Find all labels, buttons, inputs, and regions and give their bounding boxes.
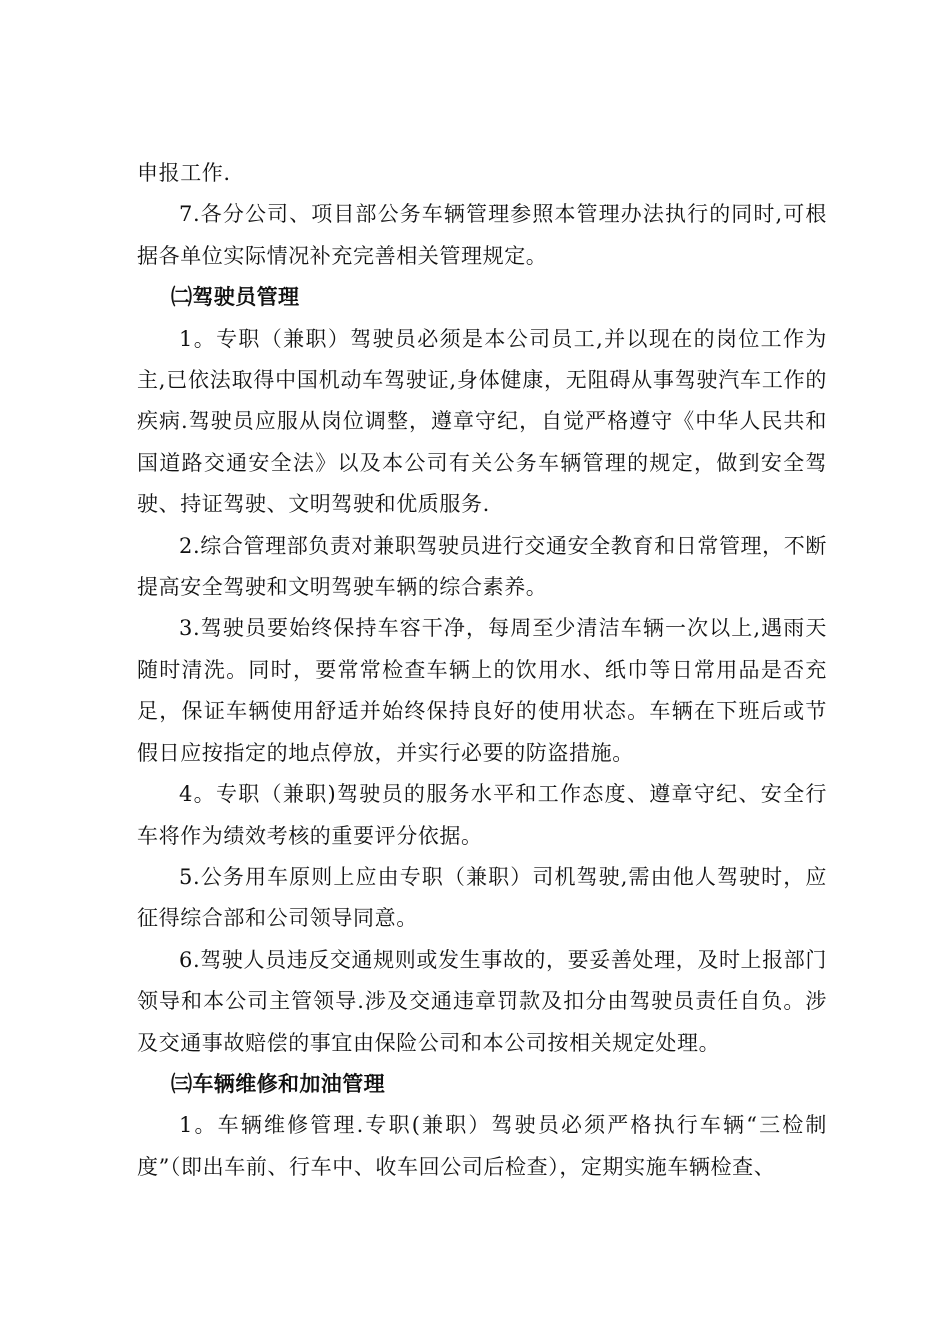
paragraph-driver-item-1: 1。专职（兼职）驾驶员必须是本公司员工,并以现在的岗位工作为主,已依法取得中国机动车驾驶证,身体健康，无阻碍从事驾驶汽车工作的疾病.驾驶员应服从岗位调整，遵章守纪，自觉严格遵守《中华人民共和国道路交通安全法》以及本公司有关公务车辆管理的规定，做到安全驾驶、持证驾驶、文明驾驶和优质服务.	[137, 326, 827, 517]
section-heading-maintenance-fuel: ㈢车辆维修和加油管理	[171, 1071, 385, 1096]
paragraph-continuation: 申报工作.	[137, 161, 231, 185]
paragraph-driver-item-6: 6.驾驶人员违反交通规则或发生事故的，要妥善处理，及时上报部门领导和本公司主管领导.涉及交通违章罚款及扣分由驾驶员责任自负。涉及交通事故赔偿的事宜由保险公司和本公司按相关规定处理。	[137, 947, 827, 1055]
paragraph-driver-item-4: 4。专职（兼职)驾驶员的服务水平和工作态度、遵章守纪、安全行车将作为绩效考核的重要评分依据。	[137, 782, 827, 848]
document-body	[137, 153, 827, 1188]
paragraph-driver-item-3: 3.驾驶员要始终保持车容干净，每周至少清洁车辆一次以上,遇雨天随时清洗。同时，要常常检查车辆上的饮用水、纸巾等日常用品是否充足，保证车辆使用舒适并始终保持良好的使用状态。车辆在下班后或节假日应按指定的地点停放，并实行必要的防盗措施。	[137, 616, 827, 765]
section-heading-driver-management: ㈡驾驶员管理	[171, 285, 300, 310]
paragraph-maintenance-item-1: 1。车辆维修管理.专职(兼职）驾驶员必须严格执行车辆“三检制度”（即出车前、行车中、收车回公司后检查），定期实施车辆检查、	[137, 1113, 827, 1179]
paragraph-item-7: 7.各分公司、项目部公务车辆管理参照本管理办法执行的同时,可根据各单位实际情况补充完善相关管理规定。	[137, 202, 827, 268]
paragraph-driver-item-2: 2.综合管理部负责对兼职驾驶员进行交通安全教育和日常管理，不断提高安全驾驶和文明驾驶车辆的综合素养。	[137, 533, 827, 600]
paragraph-driver-item-5: 5.公务用车原则上应由专职（兼职）司机驾驶,需由他人驾驶时，应征得综合部和公司领导同意。	[137, 864, 827, 931]
